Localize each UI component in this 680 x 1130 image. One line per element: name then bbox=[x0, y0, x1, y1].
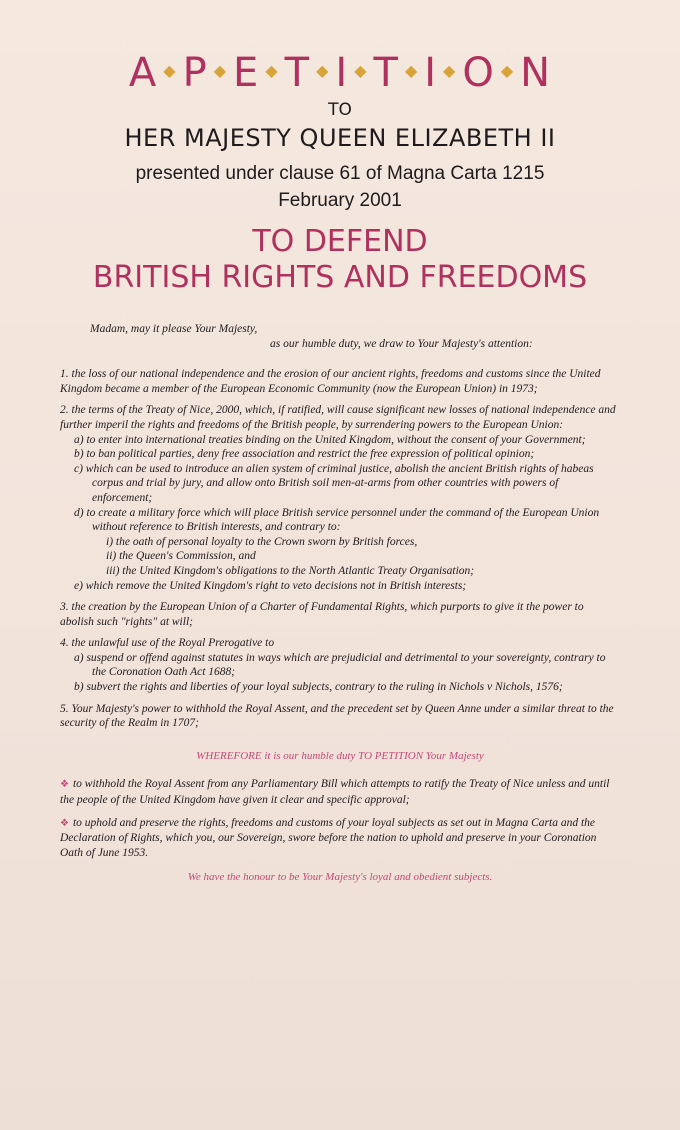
grievance-2 bbox=[60, 403, 620, 593]
salutation-line-1: Madam, may it please Your Majesty, bbox=[90, 323, 258, 335]
diamond-bullet-icon: ❖ bbox=[60, 779, 69, 791]
diamond-ornament-icon: ◆ bbox=[213, 61, 228, 80]
presented-line: presented under clause 61 of Magna Carta 1215 bbox=[135, 163, 545, 184]
petition-title bbox=[0, 50, 680, 96]
title-letter: E bbox=[233, 50, 260, 96]
grievance-2d-ii: ii) the Queen's Commission, and bbox=[106, 550, 256, 563]
to-label: TO bbox=[328, 100, 352, 120]
grievance-2e: e) which remove the United Kingdom's right to veto decisions not in British interests; bbox=[74, 579, 467, 592]
grievance-2b: b) to ban political parties, deny free association and restrict the free expression of political opinion; bbox=[74, 448, 535, 461]
headline-line-1: TO DEFEND bbox=[252, 224, 428, 259]
grievance-4-intro: 4. the unlawful use of the Royal Prerogative to bbox=[60, 637, 275, 650]
title-letter: N bbox=[520, 50, 552, 96]
diamond-ornament-icon: ◆ bbox=[443, 61, 457, 80]
salutation-line-2: as our humble duty, we draw to Your Majesty's attention: bbox=[270, 337, 533, 350]
title-letter: T bbox=[284, 50, 311, 96]
title-letter: A bbox=[128, 50, 158, 96]
grievance-2d-iii: iii) the United Kingdom's obligations to the North Atlantic Treaty Organisation; bbox=[106, 564, 475, 577]
grievance-2d-i: i) the oath of personal loyalty to the Crown sworn by British forces, bbox=[106, 535, 418, 548]
diamond-ornament-icon: ◆ bbox=[500, 61, 515, 80]
grievance-4a: a) suspend or offend against statutes in ways which are prejudicial and detrimental to your sovereignty, contrary to the Coronation Oath Act 1688; bbox=[74, 651, 606, 679]
grievance-5: 5. Your Majesty's power to withhold the Royal Assent, and the precedent set by Queen Anne under a similar threat to the security of the Realm in 1707; bbox=[60, 702, 614, 730]
title-letter: I bbox=[424, 50, 438, 96]
prayer-1-text: to withhold the Royal Assent from any Parliamentary Bill which attempts to ratify the Treaty of Nice unless and until the people of the United Kingdom have given it clear and specific approval; bbox=[60, 778, 610, 807]
grievance-3: 3. the creation by the European Union of a Charter of Fundamental Rights, which purports to give it the power to abolish such "rights" at will; bbox=[60, 601, 584, 628]
grievance-2-intro: 2. the terms of the Treaty of Nice, 2000, which, if ratified, will cause significant new losses of national independence and further imperil the rights and freedoms of the British people, by surrendering powers to the European Union: bbox=[60, 404, 616, 431]
title-letter: I bbox=[335, 50, 349, 96]
diamond-ornament-icon: ◆ bbox=[163, 61, 177, 80]
title-letter: O bbox=[462, 50, 495, 96]
diamond-ornament-icon: ◆ bbox=[316, 61, 330, 80]
diamond-ornament-icon: ◆ bbox=[265, 61, 279, 80]
closing-line: We have the honour to be Your Majesty's loyal and obedient subjects. bbox=[187, 871, 493, 884]
addressee: HER MAJESTY QUEEN ELIZABETH II bbox=[124, 124, 556, 152]
diamond-ornament-icon: ◆ bbox=[354, 61, 368, 80]
headline-line-2: BRITISH RIGHTS AND FREEDOMS bbox=[92, 260, 588, 295]
grievance-2c: c) which can be used to introduce an alien system of criminal justice, abolish the ancient British rights of habeas corpus and trial by jury, and allow onto British soil men-at-arms from other countries with powers of enforcement; bbox=[74, 462, 594, 504]
grievance-2a: a) to enter into international treaties binding on the United Kingdom, without the consent of your Government; bbox=[74, 433, 586, 446]
grievance-2d: d) to create a military force which will place British service personnel under the command of the European Union without reference to British interests, and contrary to: bbox=[74, 506, 600, 534]
grievance-4 bbox=[60, 636, 620, 694]
diamond-bullet-icon: ❖ bbox=[60, 817, 69, 829]
prayer-1 bbox=[60, 777, 620, 807]
title-letter: P bbox=[182, 50, 208, 96]
petition-body bbox=[60, 322, 620, 885]
title-letter: T bbox=[373, 50, 399, 96]
grievance-4b: b) subvert the rights and liberties of your loyal subjects, contrary to the ruling in Nichols v Nichols, 1576; bbox=[74, 681, 563, 694]
petition-date: February 2001 bbox=[278, 190, 402, 211]
prayer-2-text: to uphold and preserve the rights, freedoms and customs of your loyal subjects as set out in Magna Carta and the Declaration of Rights, which you, our Sovereign, swore before the nation to uphold and preserve in your Coronation Oath of June 1953. bbox=[60, 816, 597, 859]
prayer-2 bbox=[60, 816, 620, 861]
grievance-1: 1. the loss of our national independence and the erosion of our ancient rights, freedoms and customs since the United Kingdom became a member of the European Economic Community (now the European Union) in 1973; bbox=[60, 368, 601, 395]
wherefore-line: WHEREFORE it is our humble duty TO PETITION Your Majesty bbox=[196, 749, 484, 762]
diamond-ornament-icon: ◆ bbox=[404, 61, 419, 80]
